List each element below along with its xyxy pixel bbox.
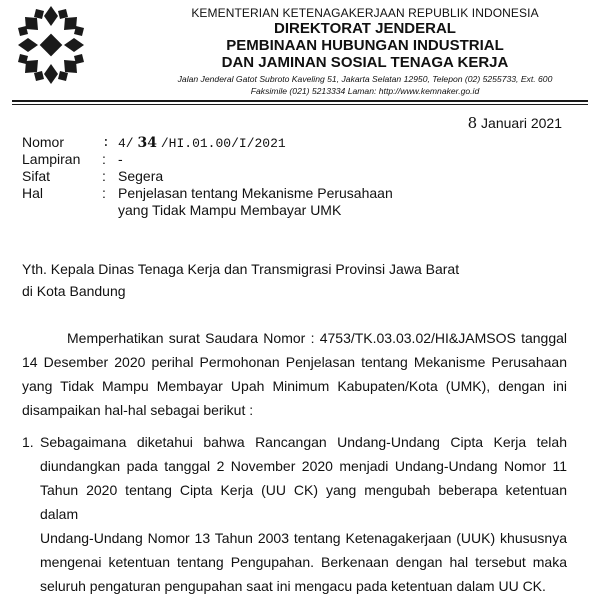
- division-name-1: PEMBINAAN HUBUNGAN INDUSTRIAL: [226, 37, 504, 54]
- intro-paragraph: [22, 326, 567, 422]
- nomor-prefix: 4/: [118, 136, 134, 151]
- letterhead: [150, 6, 580, 97]
- nomor-value: [118, 134, 286, 152]
- nomor-label: Nomor: [22, 134, 65, 150]
- sifat-colon: :: [102, 168, 106, 184]
- intro-line: Memperhatikan surat Saudara Nomor : 4753/TK.03.03.02/HI&JAMSOS tanggal: [67, 330, 567, 346]
- lampiran-value: -: [118, 151, 123, 167]
- lampiran-colon: :: [102, 151, 106, 167]
- date-month-year: Januari 2021: [481, 115, 562, 131]
- nomor-suffix: /HI.01.00/I/2021: [160, 136, 286, 151]
- addressee-line-2: di Kota Bandung: [22, 283, 126, 299]
- directorate-name: DIREKTORAT JENDERAL: [274, 20, 456, 37]
- list-item-line: Tahun 2020 tentang Cipta Kerja (UU CK) yang mengubah beberapa ketentuan dalam: [40, 482, 567, 522]
- hal-label: Hal: [22, 185, 44, 201]
- hal-value-line-2: yang Tidak Mampu Membayar UMK: [118, 202, 342, 218]
- intro-line: yang Tidak Mampu Membayar Upah Minimum Kabupaten/Kota (UMK), dengan ini: [22, 378, 567, 394]
- intro-line: disampaikan hal-hal sebagai berikut :: [22, 402, 254, 418]
- addressee-line-1: Yth. Kepala Dinas Tenaga Kerja dan Transmigrasi Provinsi Jawa Barat: [22, 261, 460, 277]
- list-item-line: mengenai ketentuan tentang Pengupahan. Berkenaan dengan hal tersebut maka: [40, 554, 567, 570]
- sifat-label: Sifat: [22, 168, 51, 184]
- addressee: [22, 258, 459, 302]
- date-day: 8: [467, 114, 478, 132]
- division-name-2: DAN JAMINAN SOSIAL TENAGA KERJA: [221, 54, 509, 71]
- list-item-line: Undang-Undang Nomor 13 Tahun 2003 tentang Ketenagakerjaan (UUK) khususnya: [40, 530, 567, 546]
- ministry-logo-icon: [14, 4, 88, 86]
- lampiran-label: Lampiran: [22, 151, 81, 167]
- letterhead-divider-thin: [12, 104, 588, 105]
- hal-value-line-1: Penjelasan tentang Mekanisme Perusahaan: [118, 185, 393, 201]
- intro-line: 14 Desember 2020 perihal Permohonan Penjelasan tentang Mekanisme Perusahaan: [22, 354, 567, 370]
- list-item-text: [40, 430, 567, 598]
- address-line-2: Faksimile (021) 5213334 Laman: http://www.kemnaker.go.id: [250, 86, 480, 96]
- ministry-name: KEMENTERIAN KETENAGAKERJAAN REPUBLIK INDONESIA: [191, 6, 539, 20]
- list-item-number: 1.: [22, 434, 34, 450]
- hal-colon: :: [102, 185, 106, 201]
- letterhead-divider: [12, 100, 588, 102]
- sifat-value: Segera: [118, 168, 164, 184]
- list-item-line: diundangkan pada tanggal 2 November 2020 menjadi Undang-Undang Nomor 11: [40, 458, 567, 474]
- nomor-handwritten: 34: [137, 135, 157, 151]
- letter-date: [468, 114, 562, 132]
- list-item-line: seluruh pengaturan pengupahan saat ini mengacu pada ketentuan dalam UU CK.: [40, 578, 546, 594]
- address-line-1: Jalan Jenderal Gatot Subroto Kaveling 51, Jakarta Selatan 12950, Telepon (02) 5255733, Ext. 600: [177, 74, 553, 84]
- list-item-line: Sebagaimana diketahui bahwa Rancangan Undang-Undang Cipta Kerja telah: [40, 434, 567, 450]
- nomor-colon: :: [102, 135, 110, 150]
